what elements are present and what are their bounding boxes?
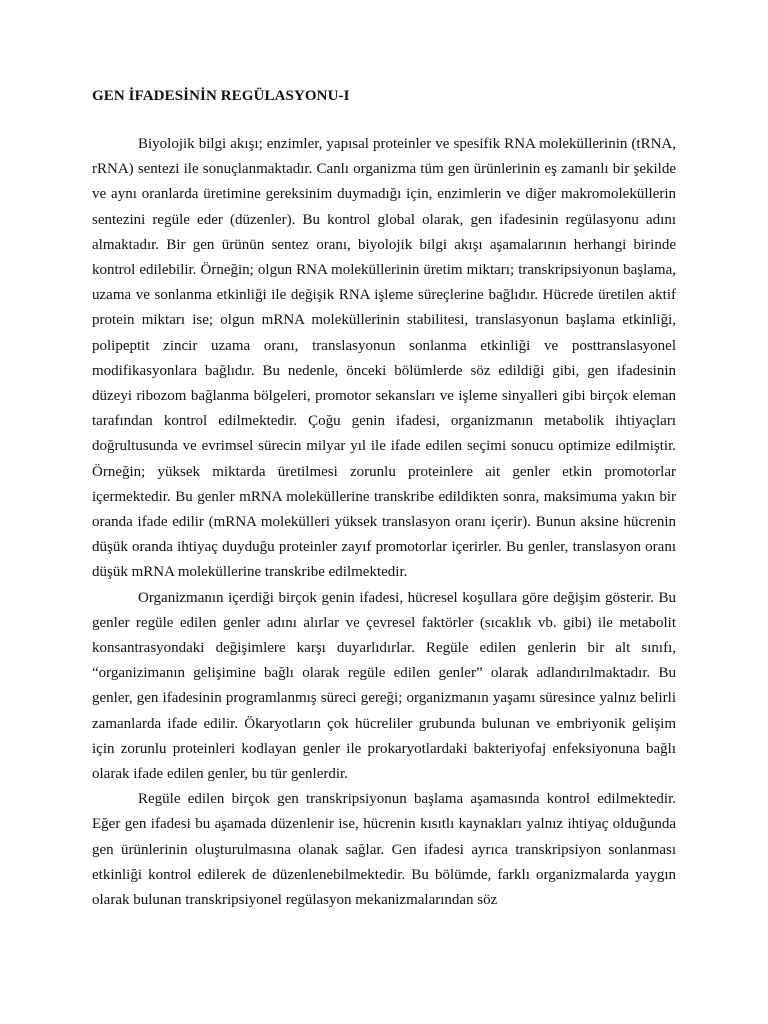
document-body: [92, 132, 676, 913]
paragraph-3: Regüle edilen birçok gen transkripsiyonun başlama aşamasında kontrol edilmektedir. Eğer gen ifadesi bu aşamada düzenlenir ise, hücrenin kısıtlı kaynakları yalnız ihtiyaç olduğunda gen ürünlerinin oluşturulmasına olanak sağlar. Gen ifadesi ayrıca transkripsiyon sonlanması etkinliği kontrol edilerek de düzenlenebilmektedir. Bu bölümde, farklı organizmalarda yaygın olarak bulunan transkripsiyonel regülasyon mekanizmalarından söz: [92, 791, 676, 909]
paragraph-1: Biyolojik bilgi akışı; enzimler, yapısal proteinler ve spesifik RNA moleküllerinin (tRNA, rRNA) sentezi ile sonuçlanmaktadır. Canlı organizma tüm gen ürünlerinin eş zamanlı bir şekilde ve aynı oranlarda üretimine gereksinim duymadığı için, enzimlerin ve diğer makromoleküllerin sentezini regüle eder (düzenler). Bu kontrol global olarak, gen ifadesinin regülasyonu adını almaktadır. Bir gen ürünün sentez oranı, biyolojik bilgi akışı aşamalarının herhangi birinde kontrol edilebilir. Örneğin; olgun RNA moleküllerinin üretim miktarı; transkripsiyonun başlama, uzama ve sonlanma etkinliği ile değişik RNA işleme süreçlerine bağlıdır. Hücrede üretilen aktif protein miktarı ise; olgun mRNA moleküllerinin stabilitesi, translasyonun başlama etkinliği, polipeptit zincir uzama oranı, translasyonun sonlanma etkinliği ve posttranslasyonel modifikasyonlara bağlıdır. Bu nedenle, önceki bölümlerde söz edildiği gibi, gen ifadesinin düzeyi ribozom bağlanma bölgeleri, promotor sekansları ve işleme sinyalleri gibi birçok eleman tarafından kontrol edilmektedir. Çoğu genin ifadesi, organizmanın metabolik ihtiyaçları doğrultusunda ve evrimsel sürecin milyar yıl ile ifade edilen seçimi sonucu optimize edilmiştir. Örneğin; yüksek miktarda üretilmesi zorunlu proteinlere ait genler etkin promotorlar içermektedir. Bu genler mRNA moleküllerine transkribe edildikten sonra, maksimuma yakın bir oranda ifade edilir (mRNA molekülleri yüksek translasyon oranı içerir). Bunun aksine hücrenin düşük oranda ihtiyaç duyduğu proteinler zayıf promotorlar içerirler. Bu genler, translasyon oranı düşük mRNA moleküllerine transkribe edilmektedir.: [92, 136, 676, 581]
paragraph-2: Organizmanın içerdiği birçok genin ifadesi, hücresel koşullara göre değişim gösterir. Bu genler regüle edilen genler adını alırlar ve çevresel faktörler (sıcaklık vb. gibi) ile metabolit konsantrasyondaki değişimlere karşı duyarlıdırlar. Regüle edilen genlerin bir alt sınıfı, “organizimanın gelişimine bağlı olarak regüle edilen genler” olarak adlandırılmaktadır. Bu genler, gen ifadesinin programlanmış süreci gereği; organizmanın yaşamı süresince yalnız belirli zamanlarda ifade edilir. Ökaryotların çok hücreliler grubunda bulunan ve embriyonik gelişim için zorunlu proteinleri kodlayan genler ile prokaryotlardaki bakteriyofaj enfeksiyonuna bağlı olarak ifade edilen genler, bu tür genlerdir.: [92, 589, 676, 783]
document-title: GEN İFADESİNİN REGÜLASYONU-I: [92, 88, 350, 104]
